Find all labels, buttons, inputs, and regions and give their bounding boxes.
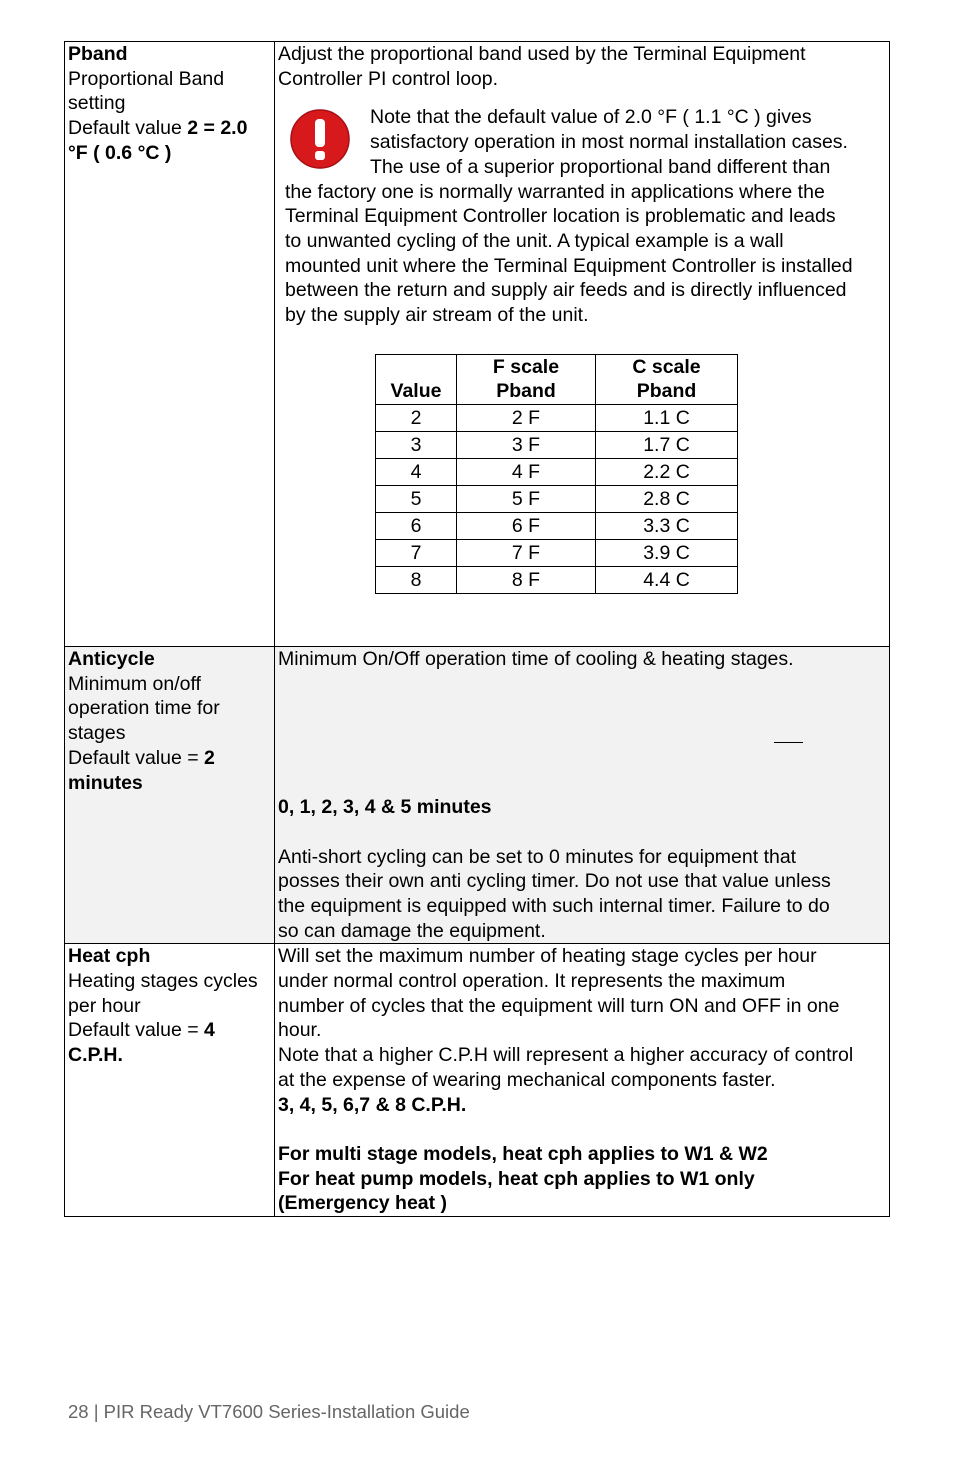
warning-line: Terminal Equipment Controller location is problematic and leads bbox=[285, 205, 836, 228]
note-line: Anti-short cycling can be set to 0 minutes for equipment that bbox=[278, 845, 797, 868]
cell: 4 bbox=[376, 458, 457, 485]
cell: 5 bbox=[376, 485, 457, 512]
header-c-scale: C scale Pband bbox=[596, 354, 738, 404]
pband-row bbox=[376, 566, 738, 593]
exclamation-warning-icon bbox=[290, 109, 350, 169]
pband-row bbox=[376, 458, 738, 485]
options-line: 3, 4, 5, 6,7 & 8 C.P.H. bbox=[278, 1093, 467, 1116]
header-value: Value bbox=[376, 354, 457, 404]
parameter-desc-line: Minimum on/off bbox=[68, 672, 201, 695]
short-rule-mark bbox=[774, 742, 803, 743]
options-line: 0, 1, 2, 3, 4 & 5 minutes bbox=[278, 796, 492, 819]
pband-row bbox=[376, 404, 738, 431]
cell: 2 bbox=[376, 404, 457, 431]
parameter-desc-line: stages bbox=[68, 722, 126, 745]
pband-row bbox=[376, 512, 738, 539]
cell: 3.9 C bbox=[596, 539, 738, 566]
parameter-desc-line: setting bbox=[68, 92, 126, 115]
warning-line: between the return and supply air feeds and is directly influenced bbox=[285, 279, 847, 302]
cell: 3 bbox=[376, 431, 457, 458]
cell: 6 F bbox=[457, 512, 596, 539]
default-prefix: Default value = bbox=[68, 1019, 205, 1042]
pband-row bbox=[376, 539, 738, 566]
cell: 1.7 C bbox=[596, 431, 738, 458]
pband-row bbox=[376, 485, 738, 512]
pband-scale-table bbox=[375, 354, 738, 594]
note-line: posses their own anti cycling timer. Do not use that value unless bbox=[278, 870, 831, 893]
bold-note-line: For multi stage models, heat cph applies to W1 & W2 bbox=[278, 1142, 768, 1165]
cell: 3.3 C bbox=[596, 512, 738, 539]
parameter-title: Heat cph bbox=[68, 945, 151, 968]
cell: 2 F bbox=[457, 404, 596, 431]
description-line: under normal control operation. It represents the maximum bbox=[278, 970, 786, 993]
parameter-name-cell bbox=[65, 944, 275, 1217]
description-line: Controller PI control loop. bbox=[278, 67, 499, 90]
warning-line: The use of a superior proportional band different than bbox=[370, 155, 831, 178]
warning-line: satisfactory operation in most normal installation cases. bbox=[370, 131, 848, 154]
pband-header-row bbox=[376, 354, 738, 404]
parameter-desc-line: operation time for bbox=[68, 697, 220, 720]
default-value-cont: minutes bbox=[68, 771, 143, 794]
parameter-description-cell bbox=[275, 647, 890, 944]
default-value-line bbox=[68, 116, 271, 141]
bold-note-line: For heat pump models, heat cph applies to W1 only bbox=[278, 1167, 755, 1190]
default-value: 4 bbox=[204, 1019, 215, 1042]
cell: 4.4 C bbox=[596, 566, 738, 593]
cell: 5 F bbox=[457, 485, 596, 512]
parameter-title: Anticycle bbox=[68, 648, 155, 670]
cell: 7 bbox=[376, 539, 457, 566]
cell: 6 bbox=[376, 512, 457, 539]
parameter-table bbox=[64, 41, 890, 1217]
page-footer: 28 | PIR Ready VT7600 Series-Installation Guide bbox=[68, 1401, 470, 1422]
cell: 2.2 C bbox=[596, 458, 738, 485]
cell: 8 F bbox=[457, 566, 596, 593]
default-value: 2 = 2.0 bbox=[187, 117, 248, 140]
parameter-row-anticycle bbox=[65, 647, 890, 944]
default-value-cont: °F ( 0.6 °C ) bbox=[68, 141, 172, 164]
bold-note-line: (Emergency heat ) bbox=[278, 1192, 448, 1215]
description-line: Note that a higher C.P.H will represent a higher accuracy of control bbox=[278, 1044, 854, 1067]
parameter-row-heat-cph bbox=[65, 944, 890, 1217]
default-value: 2 bbox=[204, 746, 215, 769]
cell: 3 F bbox=[457, 431, 596, 458]
warning-line: the factory one is normally warranted in applications where the bbox=[285, 180, 825, 203]
description-line: Will set the maximum number of heating stage cycles per hour bbox=[278, 945, 817, 968]
parameter-name-cell bbox=[65, 42, 275, 647]
cell: 4 F bbox=[457, 458, 596, 485]
warning-line: mounted unit where the Terminal Equipment Controller is installed bbox=[285, 254, 853, 277]
default-prefix: Default value bbox=[68, 117, 188, 140]
parameter-desc-line: per hour bbox=[68, 994, 141, 1017]
parameter-desc-line: Proportional Band bbox=[68, 67, 225, 90]
default-value-cont: C.P.H. bbox=[68, 1044, 123, 1067]
default-value-line bbox=[68, 746, 271, 771]
description-line: Adjust the proportional band used by the Terminal Equipment bbox=[278, 43, 806, 65]
note-line: so can damage the equipment. bbox=[278, 919, 546, 942]
warning-line: to unwanted cycling of the unit. A typical example is a wall bbox=[285, 229, 784, 252]
description-line: Minimum On/Off operation time of cooling & heating stages. bbox=[278, 648, 794, 670]
parameter-name-cell bbox=[65, 647, 275, 944]
warning-line: Note that the default value of 2.0 °F ( 1.1 °C ) gives bbox=[370, 106, 812, 129]
pband-row bbox=[376, 431, 738, 458]
description-line: number of cycles that the equipment will turn ON and OFF in one bbox=[278, 994, 840, 1017]
cell: 8 bbox=[376, 566, 457, 593]
parameter-row-pband bbox=[65, 42, 890, 647]
note-line: the equipment is equipped with such internal timer. Failure to do bbox=[278, 894, 830, 917]
description-line: at the expense of wearing mechanical components faster. bbox=[278, 1068, 776, 1091]
header-f-scale: F scale Pband bbox=[457, 354, 596, 404]
parameter-description-cell bbox=[275, 944, 890, 1217]
cell: 2.8 C bbox=[596, 485, 738, 512]
parameter-title: Pband bbox=[68, 43, 128, 65]
parameter-desc-line: Heating stages cycles bbox=[68, 970, 258, 993]
warning-line: by the supply air stream of the unit. bbox=[285, 304, 589, 327]
parameter-description-cell bbox=[275, 42, 890, 647]
description-line: hour. bbox=[278, 1019, 322, 1042]
default-prefix: Default value = bbox=[68, 746, 205, 769]
cell: 1.1 C bbox=[596, 404, 738, 431]
default-value-line bbox=[68, 1018, 271, 1043]
cell: 7 F bbox=[457, 539, 596, 566]
warning-note bbox=[278, 105, 886, 327]
